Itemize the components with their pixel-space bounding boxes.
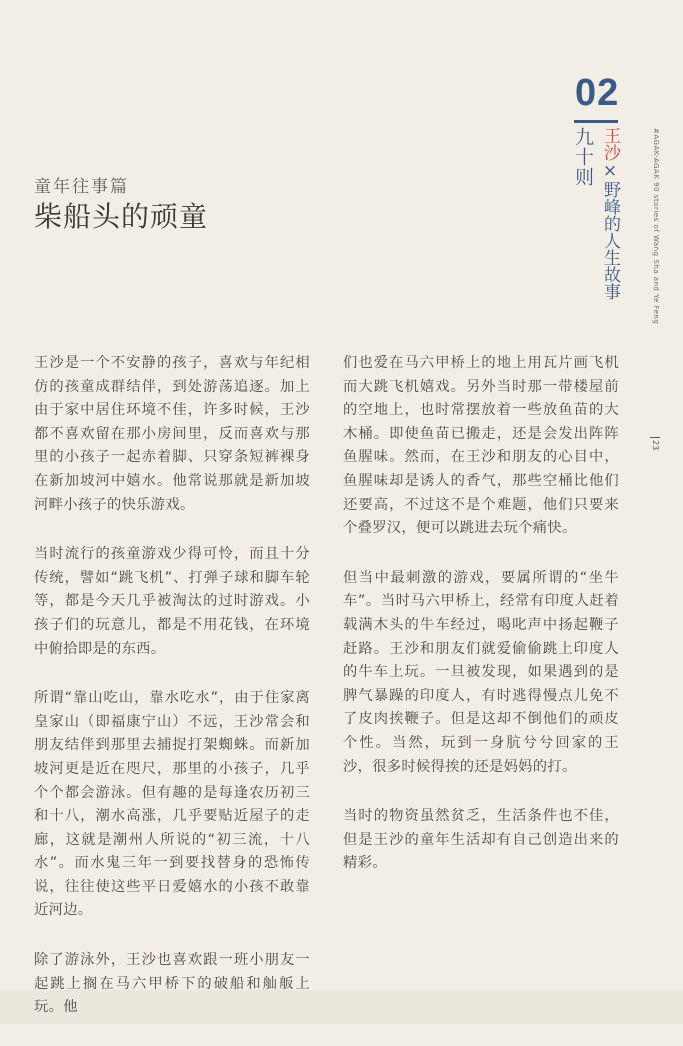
article-title: 柴船头的顽童 [34, 200, 209, 233]
right-column [343, 352, 619, 902]
chapter-rule [574, 120, 618, 123]
body-paragraph: 们也爱在马六甲桥上的地上用瓦片画飞机而大跳飞机嬉戏。另外当时那一带楼屋前的空地上，也时常摆放着一些放鱼苗的大木桶。即使鱼苗已搬走，还是会发出阵阵鱼腥味。然而，在王沙和朋友的心目中，鱼腥味却是诱人的香气，那些空桶比他们还要高，不过这不是个难题，他们只要来个叠罗汉，便可以跳进去玩个痛快。 [343, 355, 619, 537]
body-paragraph: 当时流行的孩童游戏少得可怜，而且十分传统，譬如“跳飞机”、打弹子球和脚车轮等，都是今天几乎被淘汰的过时游戏。小孩子们的玩意儿，都是不用花钱，在环境中俯拾即是的东西。 [34, 546, 310, 657]
vertical-series-title: 九十则 [572, 127, 594, 187]
subtitle-name-red: 王沙 [600, 127, 620, 161]
section-label: 童年往事篇 [34, 177, 129, 197]
vertical-series-subtitle [598, 127, 620, 300]
left-column [34, 352, 310, 1046]
body-paragraph: 当时的物资虽然贫乏，生活条件也不佳，但是王沙的童年生活却有自己创造出来的精彩。 [343, 808, 619, 872]
side-caption: #AGAK-AGAK 90 stories of Wang Sha and Ye Feng [652, 128, 660, 325]
page-number: 23 [650, 437, 660, 450]
body-paragraph: 但当中最刺激的游戏，要属所谓的“坐牛车”。当时马六甲桥上，经常有印度人赶着载满木头的牛车经过，喝叱声中扬起鞭子赶路。王沙和朋友们就爱偷偷跳上印度人的牛车上玩。一旦被发现，如果遇到的是脾气暴躁的印度人，有时逃得慢点儿免不了皮肉挨鞭子。但是这却不倒他们的顽皮个性。当然，玩到一身肮兮兮回家的王沙，很多时候得挨的还是妈妈的打。 [343, 569, 619, 775]
chapter-number: 02 [575, 72, 620, 114]
body-paragraph: 所谓“靠山吃山，靠水吃水”，由于住家离皇家山（即福康宁山）不远，王沙常会和朋友结伴到那里去捕捉打架蜘蛛。而新加坡河更是近在咫尺，那里的小孩子，几乎个个都会游泳。但有趣的是每逢农历初三和十八，潮水高涨，几乎要贴近屋子的走廊，这就是潮州人所说的“初三流，十八水”。而水鬼三年一到要找替身的恐怖传说，往往使这些平日爱嬉水的小孩不敢靠近河边。 [34, 690, 310, 919]
body-paragraph: 王沙是一个不安静的孩子，喜欢与年纪相仿的孩童成群结伴，到处游荡追逐。加上由于家中居住环境不佳，许多时候，王沙都不喜欢留在那小房间里，反而喜欢与那里的小孩子一起赤着脚、只穿条短裤裸身在新加坡河中嬉水。他常说那就是新加坡河畔小孩子的快乐游戏。 [34, 355, 310, 513]
subtitle-rest: ×野峰的人生故事 [600, 161, 620, 300]
body-paragraph: 除了游泳外，王沙也喜欢跟一班小朋友一起跳上搁在马六甲桥下的破船和舢舨上玩。他 [34, 952, 310, 1016]
